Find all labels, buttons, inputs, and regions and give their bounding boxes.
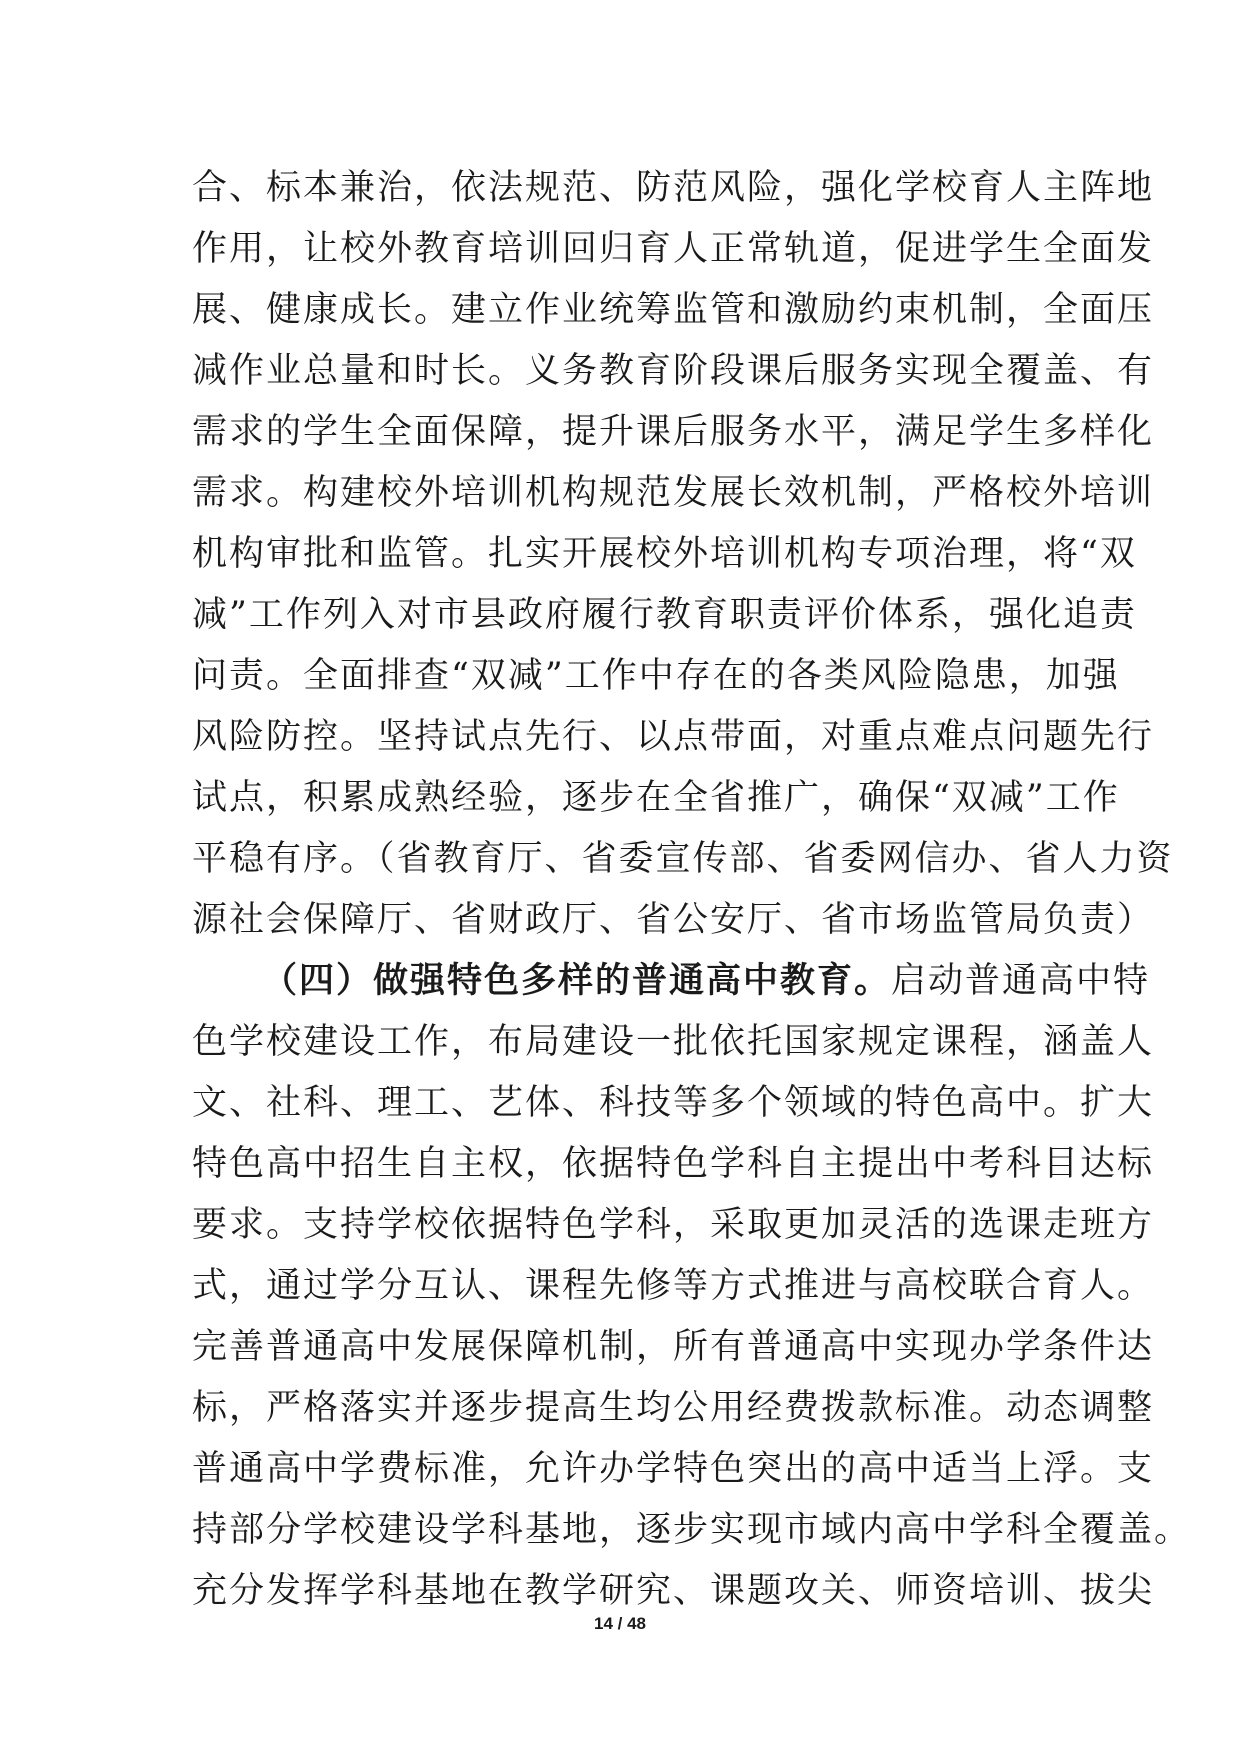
text-line: 式，通过学分互认、课程先修等方式推进与高校联合育人。 [192,1266,1155,1306]
text-line: 需求。构建校外培训机构规范发展长效机制，严格校外培训 [192,473,1155,513]
text-line: 合、标本兼治，依法规范、防范风险，强化学校育人主阵地 [192,168,1155,208]
section-heading: （四）做强特色多样的普通高中教育。 [262,961,892,1001]
text-line: 展、健康成长。建立作业统筹监管和激励约束机制，全面压 [192,290,1155,330]
section-first-line-text: 启动普通高中特 [891,961,1151,1001]
page-number: 14 / 48 [594,1614,646,1633]
text-line: 需求的学生全面保障，提升课后服务水平，满足学生多样化 [192,412,1155,452]
text-line: 标，严格落实并逐步提高生均公用经费拨款标准。动态调整 [192,1388,1155,1428]
text-line: 机构审批和监管。扎实开展校外培训机构专项治理，将“双 [192,534,1137,574]
text-line: 风险防控。坚持试点先行、以点带面，对重点难点问题先行 [192,717,1155,757]
text-line: 普通高中学费标准，允许办学特色突出的高中适当上浮。支 [192,1449,1155,1489]
text-line: 减作业总量和时长。义务教育阶段课后服务实现全覆盖、有 [192,351,1155,391]
text-line: 源社会保障厅、省财政厅、省公安厅、省市场监管局负责） [192,900,1155,940]
text-line: 问责。全面排查“双减”工作中存在的各类风险隐患，加强 [192,656,1120,696]
text-line: 充分发挥学科基地在教学研究、课题攻关、师资培训、拔尖 [192,1571,1155,1611]
text-line: 特色高中招生自主权，依据特色学科自主提出中考科目达标 [192,1144,1155,1184]
text-line: 持部分学校建设学科基地，逐步实现市域内高中学科全覆盖。 [192,1510,1192,1550]
text-line: 文、社科、理工、艺体、科技等多个领域的特色高中。扩大 [192,1083,1155,1123]
text-line: 完善普通高中发展保障机制，所有普通高中实现办学条件达 [192,1327,1155,1367]
text-line: 试点，积累成熟经验，逐步在全省推广，确保“双减”工作 [192,778,1120,818]
section-first-line [192,951,1151,1012]
text-line: 作用，让校外教育培训回归育人正常轨道，促进学生全面发 [192,229,1155,269]
text-line: 要求。支持学校依据特色学科，采取更加灵活的选课走班方 [192,1205,1155,1245]
text-line: 减”工作列入对市县政府履行教育职责评价体系，强化追责 [192,595,1137,635]
text-line: 色学校建设工作，布局建设一批依托国家规定课程，涵盖人 [192,1022,1155,1062]
body-text [192,158,1192,1622]
text-line: 平稳有序。（省教育厅、省委宣传部、省委网信办、省人力资 [192,839,1174,879]
